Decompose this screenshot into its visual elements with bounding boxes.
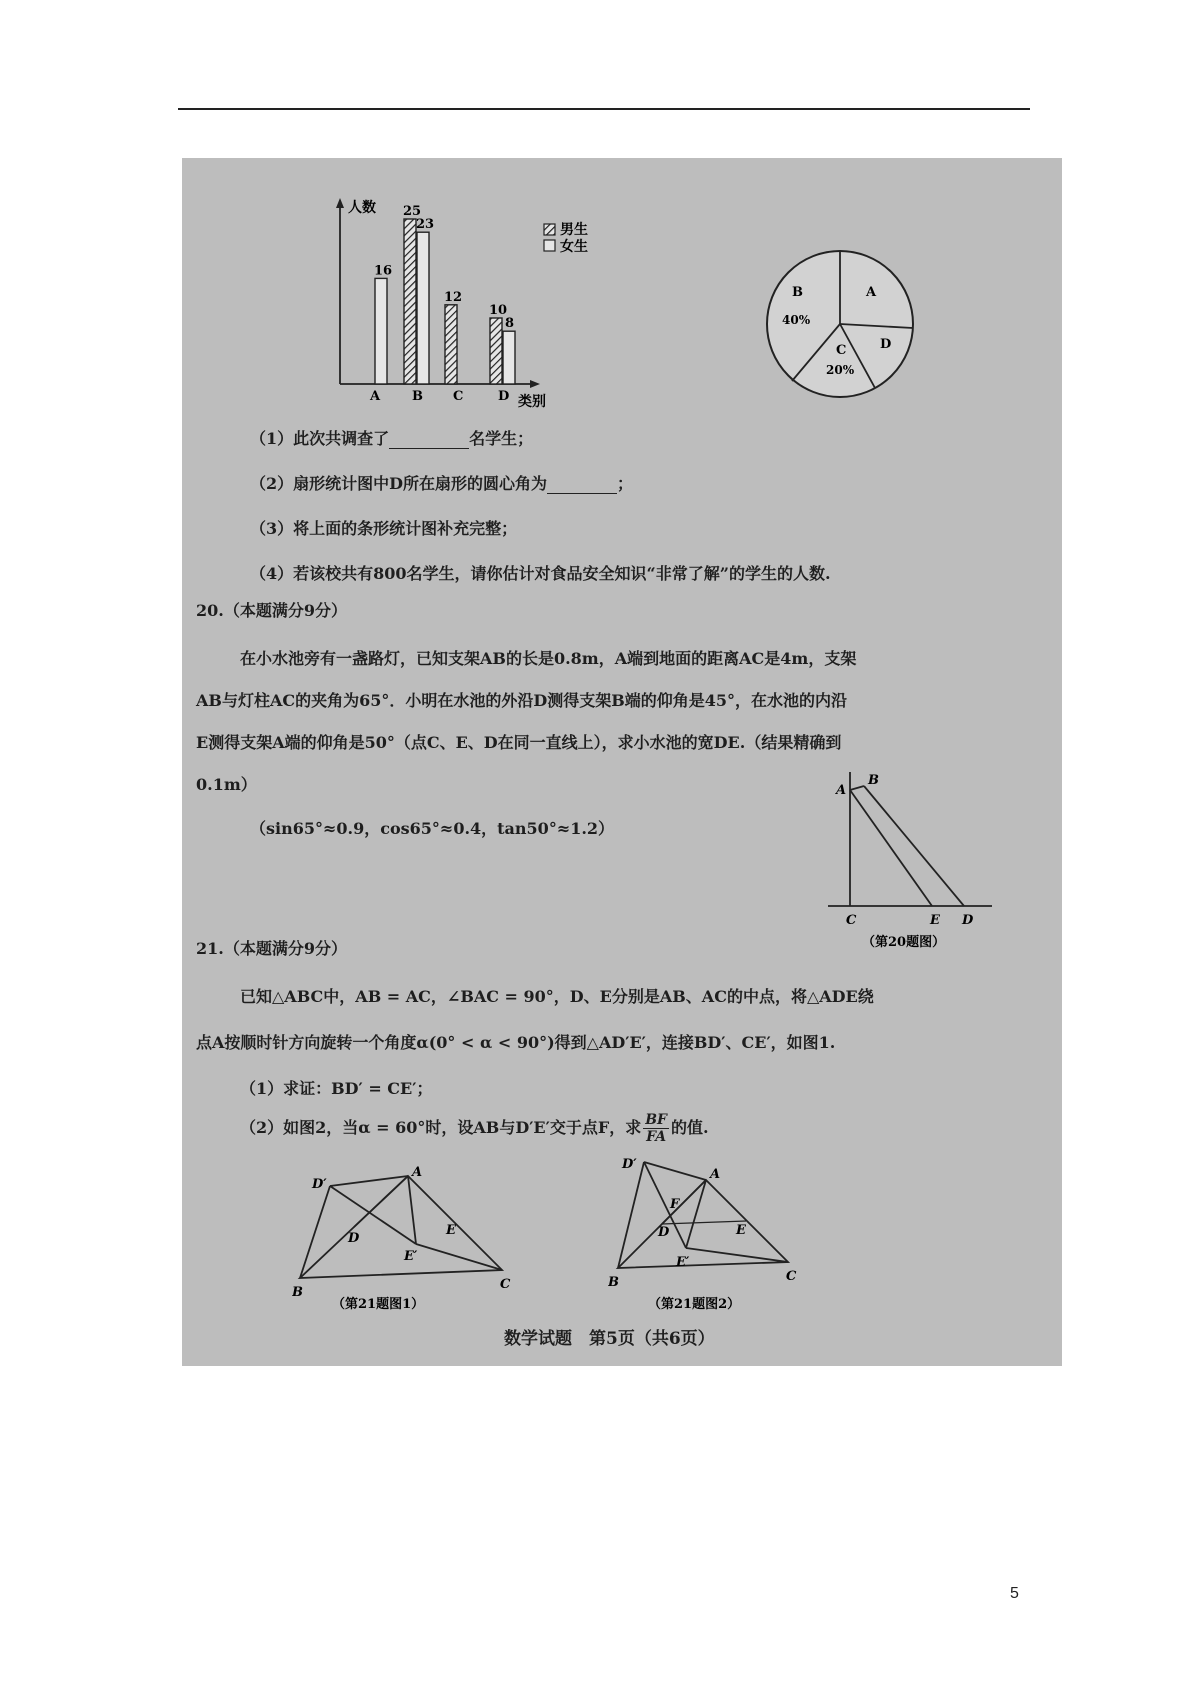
- legend-swatch-boys: [544, 224, 555, 235]
- q20-label-e: E: [930, 913, 940, 928]
- bar-value-label: 10: [489, 303, 508, 318]
- x-axis-label: 类别: [518, 394, 546, 410]
- bar-value-label: 16: [374, 263, 393, 279]
- legend-label-girls: 女生: [560, 239, 588, 255]
- page-number: 5: [1010, 1585, 1019, 1602]
- bar-value-label: 8: [505, 316, 515, 332]
- y-axis-label: 人数: [348, 200, 376, 216]
- bar-girls: [417, 232, 429, 384]
- pie-percent-c: 20%: [826, 363, 855, 377]
- fig2-label-c: C: [786, 1269, 797, 1284]
- q20-line1: 在小水池旁有一盏路灯，已知支架AB的长是0.8m，A端到地面的距离AC是4m，支架: [240, 649, 857, 668]
- x-tick-label: B: [412, 389, 423, 404]
- pie-label-c: C: [836, 343, 847, 358]
- fig1-label-d-prime: D′: [312, 1177, 327, 1192]
- pie-label-a: A: [866, 285, 877, 300]
- bar-value-label: 12: [444, 289, 463, 305]
- q21-line2: 点A按顺时针方向旋转一个角度α(0° < α < 90°)得到△AD′E′，连接BD′、CE′，如图1.: [196, 1033, 836, 1052]
- fig1-label-c: C: [500, 1277, 511, 1292]
- q20-caption: （第20题图）: [862, 935, 946, 950]
- q19-part4: （4）若该校共有800名学生，请你估计对食品安全知识“非常了解”的学生的人数.: [250, 564, 831, 583]
- bar-chart: [332, 194, 592, 414]
- x-tick-label: D: [498, 389, 510, 404]
- q19-part2: （2）扇形统计图中D所在扇形的圆心角为 ；: [250, 474, 634, 493]
- q20-label-a: A: [836, 783, 847, 798]
- legend-swatch-girls: [544, 240, 555, 251]
- fig1-label-e-prime: E′: [404, 1249, 418, 1264]
- fig2-label-b: B: [608, 1275, 619, 1290]
- bar-value-label: 25: [403, 204, 422, 219]
- bar-boys: [445, 305, 457, 384]
- fig2-caption: （第21题图2）: [648, 1297, 741, 1312]
- q20-line4: 0.1m）: [196, 775, 257, 794]
- pie-percent-b: 40%: [782, 313, 811, 327]
- fig2-label-d: D: [658, 1225, 670, 1240]
- fig1-caption: （第21题图1）: [332, 1297, 425, 1312]
- q20-line2: AB与灯柱AC的夹角为65°．小明在水池的外沿D测得支架B端的仰角是45°，在水池的内沿: [196, 691, 848, 710]
- bar-boys: [490, 318, 502, 384]
- q20-line3: E测得支架A端的仰角是50°（点C、E、D在同一直线上），求小水池的宽DE.（结果精确到: [196, 733, 842, 752]
- q20-figure: [822, 768, 1002, 958]
- q20-label-c: C: [846, 913, 857, 928]
- pie-label-b: B: [792, 285, 803, 300]
- q21-part1: （1）求证：BD′ = CE′；: [240, 1079, 433, 1098]
- q21-figure-1: [292, 1158, 532, 1338]
- x-tick-label: C: [453, 389, 464, 404]
- scanned-exam-page: [182, 158, 1062, 1366]
- bar-value-label: 23: [416, 217, 435, 233]
- legend-label-boys: 男生: [560, 222, 588, 238]
- q20-header: 20.（本题满分9分）: [196, 601, 347, 620]
- fraction-bf-fa: $\frac{BF}{FA}$: [645, 1112, 667, 1145]
- header-rule: [178, 108, 1030, 110]
- q21-part2: （2）如图2，当α = 60°时，设AB与D′E′交于点F，求 $\frac{BF}{FA}$ 的值.: [240, 1112, 709, 1145]
- fig2-label-f: F: [670, 1197, 680, 1212]
- fig2-label-e: E: [736, 1223, 746, 1238]
- q20-label-b: B: [868, 773, 879, 788]
- bar-girls: [375, 278, 387, 384]
- pie-chart: [760, 244, 920, 404]
- x-tick-label: A: [370, 389, 381, 404]
- q20-hint: （sin65°≈0.9，cos65°≈0.4，tan50°≈1.2）: [250, 819, 615, 838]
- q21-line1: 已知△ABC中，AB = AC，∠BAC = 90°，D、E分别是AB、AC的中点，将△ADE绕: [240, 987, 874, 1006]
- footer-page-info: 数学试题 第5页（共6页）: [504, 1329, 715, 1349]
- bar-boys: [404, 219, 416, 384]
- bar-girls: [503, 331, 515, 384]
- fig1-label-a: A: [412, 1165, 423, 1180]
- q19-part1: （1）此次共调查了 名学生；: [250, 429, 534, 448]
- q21-figure-2: [608, 1150, 828, 1340]
- fig2-label-a: A: [710, 1167, 721, 1182]
- fig1-label-e: E: [446, 1223, 456, 1238]
- fig2-label-e-prime: E′: [676, 1255, 690, 1270]
- q19-part3: （3）将上面的条形统计图补充完整；: [250, 519, 518, 538]
- fig1-label-b: B: [292, 1285, 303, 1300]
- fig1-label-d: D: [348, 1231, 360, 1246]
- fig2-label-d-prime: D′: [622, 1157, 637, 1172]
- q21-header: 21.（本题满分9分）: [196, 939, 347, 958]
- q20-label-d: D: [962, 913, 974, 928]
- pie-label-d: D: [880, 337, 892, 352]
